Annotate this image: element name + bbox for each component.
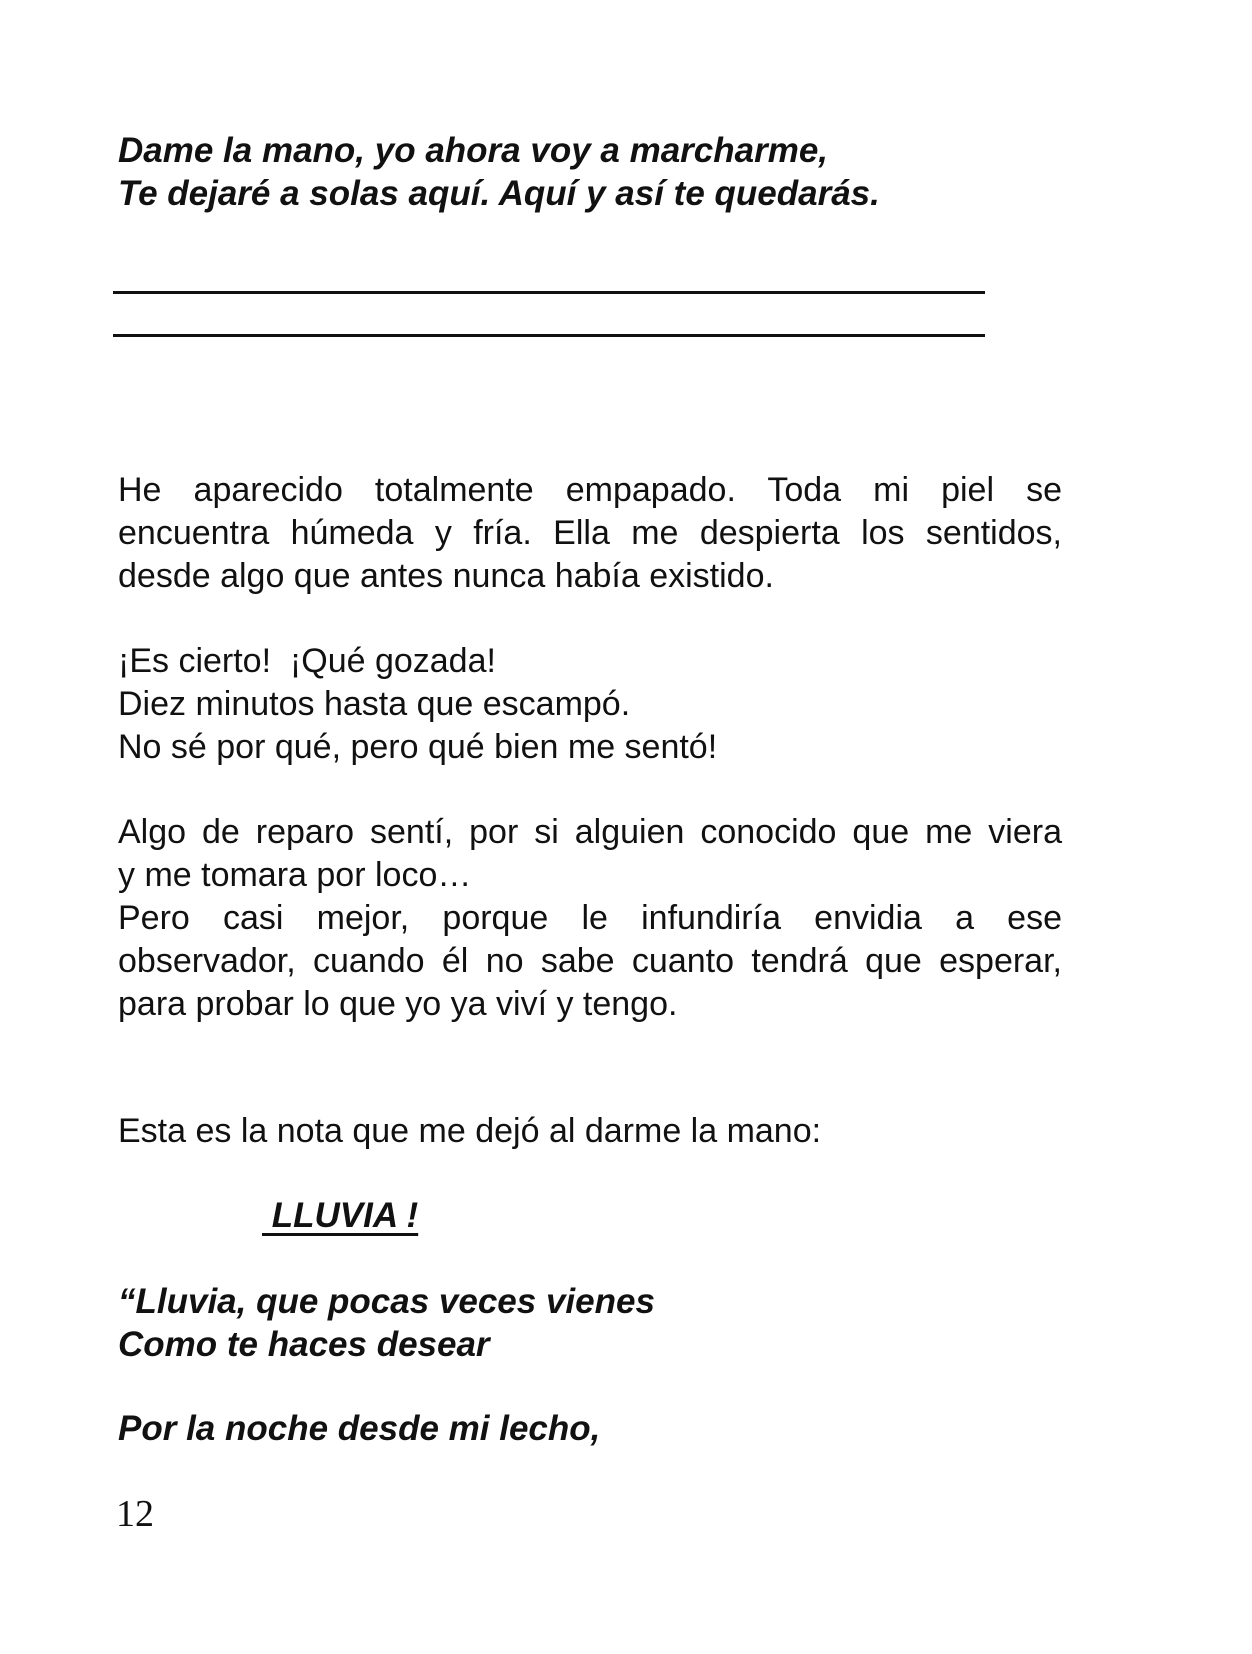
poem-line-3: Por la noche desde mi lecho, (118, 1409, 601, 1448)
paragraph-3-line-3: Pero casi mejor, porque le infundiría envidia a ese (118, 899, 1062, 937)
poem-title: LLUVIA ! (262, 1196, 419, 1235)
paragraph-3-line-4: observador, cuando él no sabe cuanto tendrá que esperar, (118, 942, 1062, 980)
horizontal-rule-2 (113, 334, 985, 337)
note-intro: Esta es la nota que me dejó al darme la mano: (118, 1112, 822, 1150)
paragraph-2-line-3: No sé por qué, pero qué bien me sentó! (118, 728, 718, 766)
horizontal-rule-1 (113, 291, 985, 294)
page-number: 12 (116, 1493, 154, 1535)
poem-line-2: Como te haces desear (118, 1325, 490, 1364)
paragraph-1-line-3: desde algo que antes nunca había existido. (118, 557, 774, 595)
paragraph-1-line-2: encuentra húmeda y fría. Ella me despierta los sentidos, (118, 514, 1062, 552)
top-verse-line-1: Dame la mano, yo ahora voy a marcharme, (118, 131, 829, 170)
top-verse-line-2: Te dejaré a solas aquí. Aquí y así te quedarás. (118, 174, 880, 213)
paragraph-1-line-1: He aparecido totalmente empapado. Toda mi piel se (118, 471, 1062, 509)
paragraph-3-line-1: Algo de reparo sentí, por si alguien conocido que me viera (118, 813, 1062, 851)
paragraph-2-line-1: ¡Es cierto! ¡Qué gozada! (118, 642, 496, 680)
poem-line-1: “Lluvia, que pocas veces vienes (118, 1282, 655, 1321)
paragraph-3-line-5: para probar lo que yo ya viví y tengo. (118, 985, 678, 1023)
paragraph-2-line-2: Diez minutos hasta que escampó. (118, 685, 631, 723)
paragraph-3-line-2: y me tomara por loco… (118, 856, 472, 894)
